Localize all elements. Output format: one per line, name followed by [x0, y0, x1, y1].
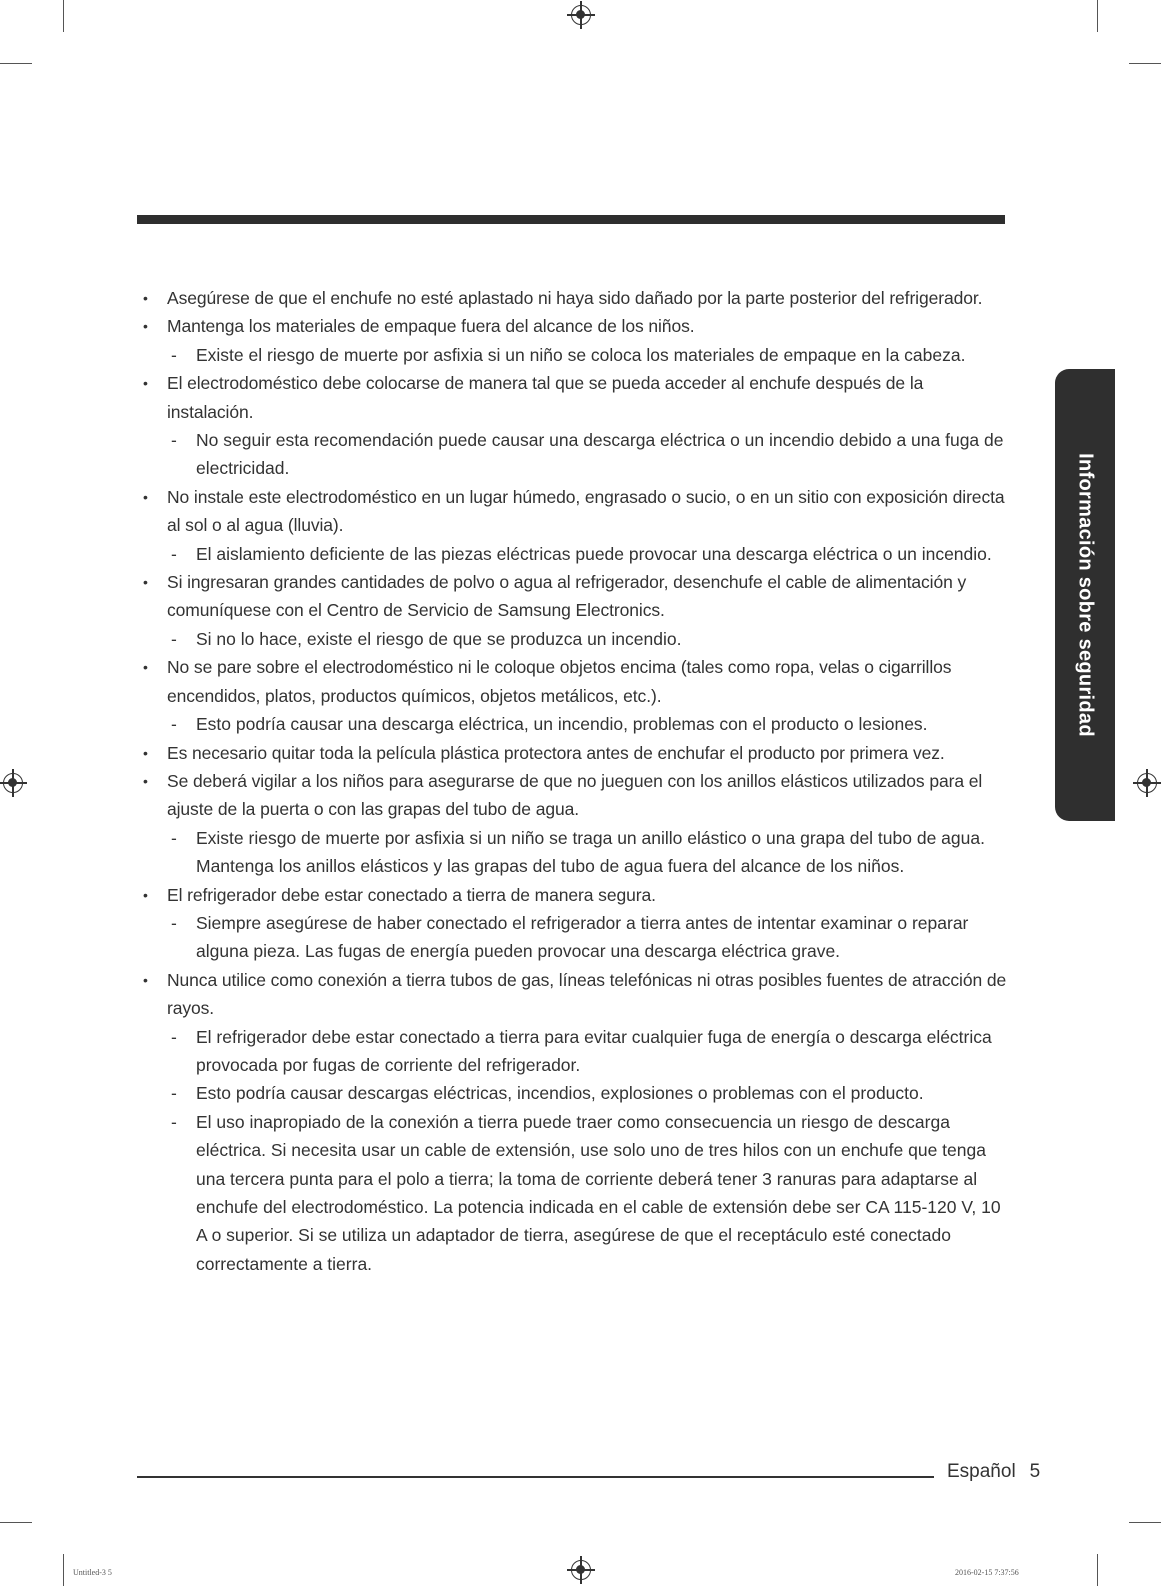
sub-item-text: No seguir esta recomendación puede causar una descarga eléctrica o un incendio debido a una fuga de electricidad. — [196, 430, 1004, 479]
sub-item — [140, 1079, 1014, 1107]
footer-rule — [137, 1476, 934, 1478]
list-item — [140, 312, 1014, 340]
sub-item — [140, 1023, 1014, 1080]
bullet-icon: • — [143, 290, 148, 306]
crop-mark — [1097, 0, 1098, 32]
sub-item — [140, 710, 1014, 738]
header-rule — [137, 215, 1005, 224]
list-item-text: No se pare sobre el electrodoméstico ni le coloque objetos encima (tales como ropa, velas o cigarrillos encendidos, platos, productos químicos, objetos metálicos, etc.). — [167, 657, 952, 706]
dash-icon: - — [171, 1111, 177, 1132]
sub-item-text: El uso inapropiado de la conexión a tierra puede traer como consecuencia un riesgo de descarga eléctrica. Si necesita usar un cable de extensión, use solo uno de tres hilos con un enchufe que tenga una tercera punta para el polo a tierra; la toma de corriente deberá tener 3 ranuras para adaptarse al enchufe del electrodoméstico. La potencia indicada en el cable de extensión debe ser CA 115-120 V, 10 A o superior. Si se utiliza un adaptador de tierra, asegúrese de que el receptáculo esté conectado correctamente a tierra. — [196, 1111, 1001, 1274]
list-item — [140, 568, 1014, 625]
sub-item-text: Si no lo hace, existe el riesgo de que se produzca un incendio. — [196, 628, 682, 649]
dash-icon: - — [171, 543, 177, 564]
footer-language: Español — [947, 1461, 1016, 1482]
registration-mark-icon — [571, 1560, 591, 1580]
sub-item — [140, 1108, 1014, 1278]
crop-mark — [0, 63, 32, 64]
bullet-icon: • — [143, 659, 148, 676]
section-side-tab — [1055, 369, 1115, 821]
footer — [947, 1461, 1040, 1483]
crop-mark — [1097, 1554, 1098, 1586]
dash-icon: - — [171, 714, 177, 735]
sub-item-text: Existe el riesgo de muerte por asfixia si un niño se coloca los materiales de empaque en la cabeza. — [196, 344, 966, 365]
sub-item-text: Esto podría causar descargas eléctricas, incendios, explosiones o problemas con el producto. — [196, 1083, 924, 1104]
print-slug-left: Untitled-3 5 — [73, 1568, 112, 1577]
list-item — [140, 966, 1014, 1023]
crop-mark — [1129, 1522, 1161, 1523]
dash-icon: - — [171, 827, 177, 848]
bullet-icon: • — [143, 574, 148, 591]
list-item-text: Nunca utilice como conexión a tierra tubos de gas, líneas telefónicas ni otras posibles fuentes de atracción de rayos. — [167, 969, 1007, 1019]
list-item-text: Se deberá vigilar a los niños para asegurarse de que no jueguen con los anillos elásticos utilizados para el ajuste de la puerta o con las grapas del tubo de agua. — [167, 770, 983, 820]
bullet-icon: • — [143, 886, 148, 903]
list-item — [140, 369, 1014, 426]
list-item-text: No instale este electrodoméstico en un lugar húmedo, engrasado o sucio, o en un sitio con exposición directa al sol o al agua (lluvia). — [167, 486, 1005, 536]
sub-item — [140, 625, 1014, 653]
sub-item — [140, 341, 1014, 369]
crop-mark — [1129, 63, 1161, 64]
list-item — [140, 739, 1014, 767]
registration-mark-icon — [3, 773, 23, 793]
bullet-icon: • — [143, 971, 148, 988]
bullet-icon: • — [143, 772, 148, 789]
section-tab-label: Información sobre seguridad — [1074, 453, 1097, 737]
print-slug-right: 2016-02-15 7:37:56 — [955, 1568, 1019, 1577]
crop-mark — [0, 1522, 32, 1523]
list-item-text: El refrigerador debe estar conectado a tierra de manera segura. — [167, 884, 656, 905]
list-item-text: Mantenga los materiales de empaque fuera del alcance de los niños. — [167, 316, 695, 337]
list-item — [140, 653, 1014, 710]
dash-icon: - — [171, 912, 177, 933]
list-item-text: Si ingresaran grandes cantidades de polvo o agua al refrigerador, desenchufe el cable de alimentación y comuníquese con el Centro de Servicio de Samsung Electronics. — [167, 572, 967, 621]
list-item-text: Asegúrese de que el enchufe no esté aplastado ni haya sido dañado por la parte posterior del refrigerador. — [167, 288, 983, 308]
list-item — [140, 284, 1014, 312]
dash-icon: - — [171, 1026, 177, 1047]
crop-mark — [63, 0, 64, 32]
sub-item — [140, 824, 1014, 881]
bullet-icon: • — [143, 488, 148, 505]
sub-item — [140, 540, 1014, 568]
sub-item-text: Siempre asegúrese de haber conectado el refrigerador a tierra antes de intentar examinar o reparar alguna pieza. Las fugas de energía pueden provocar una descarga eléctrica grave. — [196, 912, 969, 962]
dash-icon: - — [171, 344, 177, 365]
page-number: 5 — [1029, 1461, 1041, 1482]
registration-mark-icon — [571, 5, 591, 25]
dash-icon: - — [171, 628, 177, 649]
sub-item-text: Esto podría causar una descarga eléctrica, un incendio, problemas con el producto o lesiones. — [196, 714, 928, 735]
sub-item — [140, 909, 1014, 966]
bullet-icon: • — [143, 318, 148, 335]
safety-list — [140, 284, 1014, 1278]
crop-mark — [63, 1554, 64, 1586]
dash-icon: - — [171, 1083, 177, 1104]
sub-item-text: El aislamiento deficiente de las piezas eléctricas puede provocar una descarga eléctrica o un incendio. — [196, 543, 992, 564]
registration-mark-icon — [1137, 773, 1157, 793]
sub-item-text: El refrigerador debe estar conectado a tierra para evitar cualquier fuga de energía o descarga eléctrica provocada por fugas de corriente del refrigerador. — [196, 1026, 992, 1075]
list-item-text: El electrodoméstico debe colocarse de manera tal que se pueda acceder al enchufe después de la instalación. — [167, 373, 924, 422]
list-item — [140, 483, 1014, 540]
dash-icon: - — [171, 430, 177, 451]
sub-item-text: Existe riesgo de muerte por asfixia si un niño se traga un anillo elástico o una grapa del tubo de agua. Mantenga los anillos elásticos y las grapas del tubo de agua fuera del alcance de los niños. — [196, 827, 985, 877]
sub-item — [140, 426, 1014, 483]
list-item-text: Es necesario quitar toda la película plástica protectora antes de enchufar el producto por primera vez. — [167, 742, 945, 763]
list-item — [140, 881, 1014, 909]
list-item — [140, 767, 1014, 824]
bullet-icon: • — [143, 375, 148, 392]
bullet-icon: • — [143, 744, 148, 761]
